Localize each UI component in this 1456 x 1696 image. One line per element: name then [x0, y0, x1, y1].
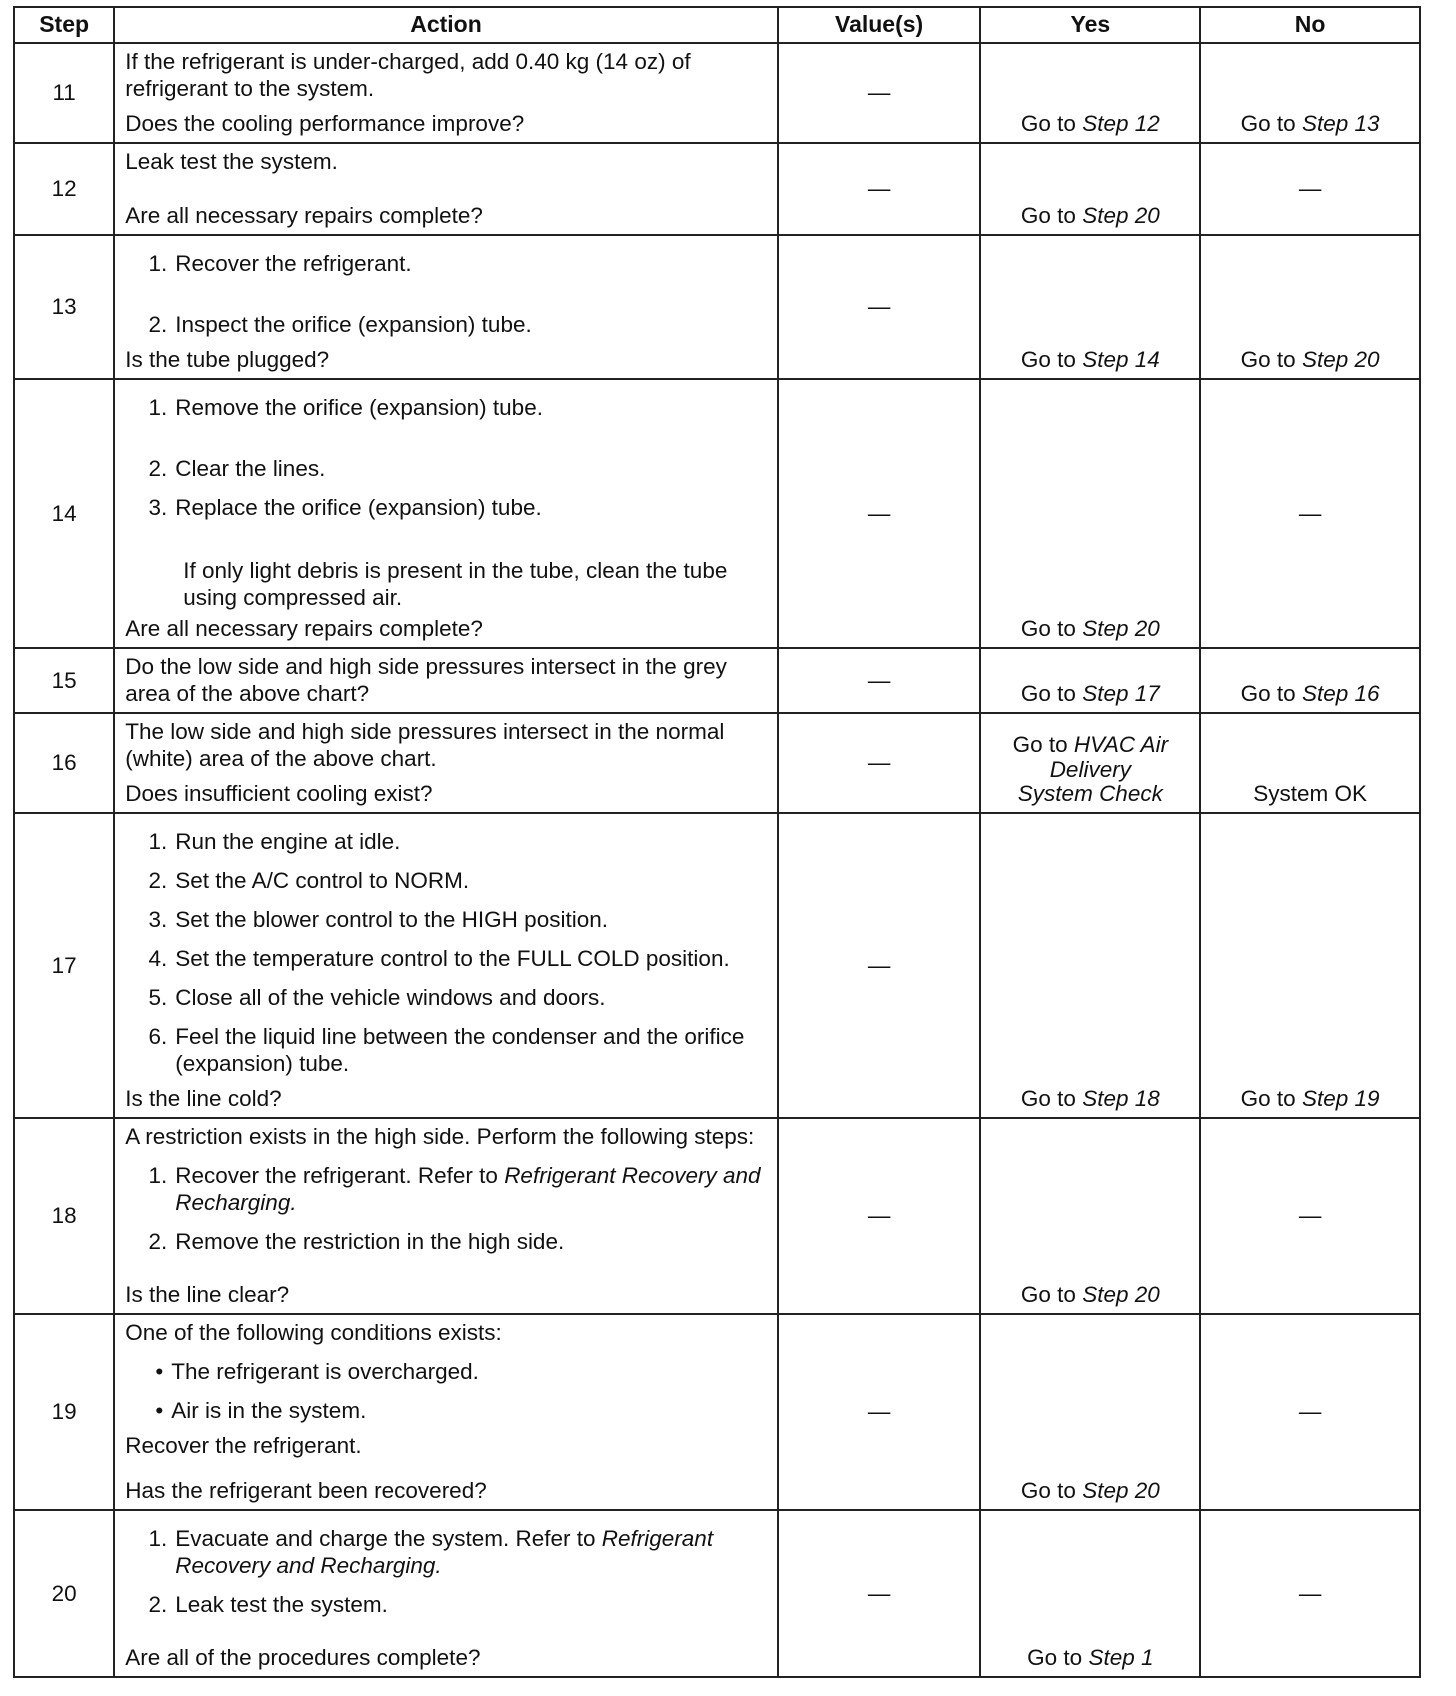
- header-row: [14, 7, 1420, 43]
- list-item: • The refrigerant is overcharged.: [155, 1359, 479, 1384]
- value-cell: —: [778, 1118, 981, 1314]
- no-cell: Go to Step 13: [1200, 43, 1420, 143]
- step-number: 17: [14, 813, 114, 1118]
- no-cell: —: [1200, 143, 1420, 235]
- step-link[interactable]: Step 20: [1082, 1478, 1160, 1503]
- list-item: 3. Set the blower control to the HIGH position.: [148, 907, 608, 932]
- step-number: 15: [14, 648, 114, 713]
- no-cell: Go to Step 19: [1200, 813, 1420, 1118]
- action-text: If the refrigerant is under-charged, add 0.40 kg (14 oz) of refrigerant to the system.: [125, 49, 691, 101]
- list-item: • Air is in the system.: [155, 1398, 367, 1423]
- list-item: 4. Set the temperature control to the FULL COLD position.: [148, 946, 730, 971]
- diagnostic-table: [13, 6, 1421, 1678]
- list-item: 5. Close all of the vehicle windows and doors.: [148, 985, 606, 1010]
- action-question: Is the line clear?: [125, 1282, 290, 1307]
- table-row: [14, 713, 1420, 813]
- action-cell: [114, 235, 778, 379]
- yes-cell: Go to Step 20: [980, 1314, 1200, 1510]
- step-number: 13: [14, 235, 114, 379]
- yes-cell: Go to Step 20: [980, 143, 1200, 235]
- table-row: [14, 1510, 1420, 1677]
- no-cell: Go to Step 20: [1200, 235, 1420, 379]
- action-cell: [114, 713, 778, 813]
- table-row: [14, 43, 1420, 143]
- no-cell: Go to Step 16: [1200, 648, 1420, 713]
- value-cell: —: [778, 813, 981, 1118]
- action-text: Leak test the system.: [125, 149, 338, 174]
- action-cell: [114, 1314, 778, 1510]
- list-item: 1. Remove the orifice (expansion) tube.: [148, 395, 543, 420]
- step-link[interactable]: Step 19: [1301, 1086, 1380, 1111]
- action-text: The low side and high side pressures intersect in the normal (white) area of the above chart.: [125, 719, 725, 771]
- action-question: Do the low side and high side pressures intersect in the grey area of the above chart?: [125, 654, 727, 706]
- header-step: Step: [14, 7, 114, 43]
- action-text: One of the following conditions exists:: [125, 1320, 502, 1345]
- value-cell: —: [778, 43, 981, 143]
- step-number: 16: [14, 713, 114, 813]
- table-row: [14, 1314, 1420, 1510]
- value-cell: —: [778, 1314, 981, 1510]
- procedure-link[interactable]: Refrigerant Recovery and Recharging.: [175, 1526, 714, 1578]
- no-cell: —: [1200, 1510, 1420, 1677]
- list-item: 2. Clear the lines.: [148, 456, 326, 481]
- list-item: 1. Run the engine at idle.: [148, 829, 401, 854]
- table-row: [14, 813, 1420, 1118]
- action-question: Does insufficient cooling exist?: [125, 781, 433, 806]
- step-number: 11: [14, 43, 114, 143]
- check-link[interactable]: Delivery: [1049, 756, 1131, 782]
- header-values: Value(s): [778, 7, 981, 43]
- step-number: 12: [14, 143, 114, 235]
- value-cell: —: [778, 379, 981, 648]
- yes-cell: Go to Step 14: [980, 235, 1200, 379]
- value-cell: —: [778, 143, 981, 235]
- step-link[interactable]: Step 20: [1082, 1282, 1160, 1307]
- action-question: Has the refrigerant been recovered?: [125, 1478, 487, 1503]
- table-row: [14, 379, 1420, 648]
- check-link[interactable]: System Check: [1017, 781, 1163, 807]
- yes-cell: Go to Step 17: [980, 648, 1200, 713]
- yes-cell: Go to HVAC Air Delivery System Check: [980, 713, 1200, 813]
- step-link[interactable]: Step 12: [1082, 111, 1160, 136]
- list-item: 2. Inspect the orifice (expansion) tube.: [148, 312, 532, 337]
- list-item: 6. Feel the liquid line between the condenser and the orifice (expansion) tube.: [148, 1024, 745, 1076]
- no-cell: —: [1200, 379, 1420, 648]
- step-number: 14: [14, 379, 114, 648]
- action-question: Are all of the procedures complete?: [125, 1645, 481, 1670]
- action-cell: [114, 813, 778, 1118]
- step-number: 20: [14, 1510, 114, 1677]
- action-cell: [114, 1510, 778, 1677]
- step-number: 18: [14, 1118, 114, 1314]
- step-link[interactable]: Step 1: [1088, 1645, 1154, 1670]
- action-note: If only light debris is present in the tube, clean the tube using compressed air.: [183, 558, 728, 610]
- action-text: Recover the refrigerant.: [125, 1433, 362, 1458]
- action-question: Does the cooling performance improve?: [125, 111, 525, 136]
- yes-cell: Go to Step 18: [980, 813, 1200, 1118]
- action-question: Is the tube plugged?: [125, 347, 330, 372]
- action-cell: [114, 379, 778, 648]
- action-question: Are all necessary repairs complete?: [125, 203, 483, 228]
- list-item: 1. Recover the refrigerant. Refer to Refrigerant Recovery and Recharging.: [148, 1163, 761, 1215]
- step-number: 19: [14, 1314, 114, 1510]
- value-cell: —: [778, 235, 981, 379]
- yes-cell: Go to Step 20: [980, 379, 1200, 648]
- no-cell: System OK: [1200, 713, 1420, 813]
- value-cell: —: [778, 1510, 981, 1677]
- procedure-link[interactable]: Refrigerant Recovery and Recharging.: [175, 1163, 761, 1215]
- list-item: 3. Replace the orifice (expansion) tube.: [148, 495, 542, 520]
- step-link[interactable]: Step 20: [1082, 616, 1160, 641]
- action-cell: [114, 143, 778, 235]
- table-row: [14, 235, 1420, 379]
- table-row: [14, 648, 1420, 713]
- list-item: 1. Recover the refrigerant.: [148, 251, 412, 276]
- yes-cell: Go to Step 12: [980, 43, 1200, 143]
- header-no: No: [1200, 7, 1420, 43]
- action-question: Is the line cold?: [125, 1086, 282, 1111]
- header-yes: Yes: [980, 7, 1200, 43]
- list-item: 1. Evacuate and charge the system. Refer to Refrigerant Recovery and Recharging.: [148, 1526, 714, 1578]
- step-link[interactable]: Step 20: [1082, 203, 1160, 228]
- list-item: 2. Set the A/C control to NORM.: [148, 868, 470, 893]
- action-cell: [114, 1118, 778, 1314]
- step-link[interactable]: Step 18: [1082, 1086, 1160, 1111]
- action-question: Are all necessary repairs complete?: [125, 616, 483, 641]
- step-link[interactable]: Step 20: [1301, 347, 1380, 372]
- action-text: A restriction exists in the high side. Perform the following steps:: [125, 1124, 755, 1149]
- step-link[interactable]: Step 13: [1301, 111, 1380, 136]
- check-link[interactable]: HVAC Air: [1073, 731, 1169, 757]
- list-item: 2. Leak test the system.: [148, 1592, 388, 1617]
- step-link[interactable]: Step 16: [1301, 681, 1380, 706]
- value-cell: —: [778, 648, 981, 713]
- table-row: [14, 143, 1420, 235]
- value-cell: —: [778, 713, 981, 813]
- no-cell: —: [1200, 1118, 1420, 1314]
- action-cell: [114, 648, 778, 713]
- list-item: 2. Remove the restriction in the high side.: [148, 1229, 565, 1254]
- header-action: Action: [114, 7, 778, 43]
- table-row: [14, 1118, 1420, 1314]
- action-cell: [114, 43, 778, 143]
- yes-cell: Go to Step 20: [980, 1118, 1200, 1314]
- yes-cell: Go to Step 1: [980, 1510, 1200, 1677]
- step-link[interactable]: Step 14: [1082, 347, 1160, 372]
- step-link[interactable]: Step 17: [1082, 681, 1160, 706]
- no-cell: —: [1200, 1314, 1420, 1510]
